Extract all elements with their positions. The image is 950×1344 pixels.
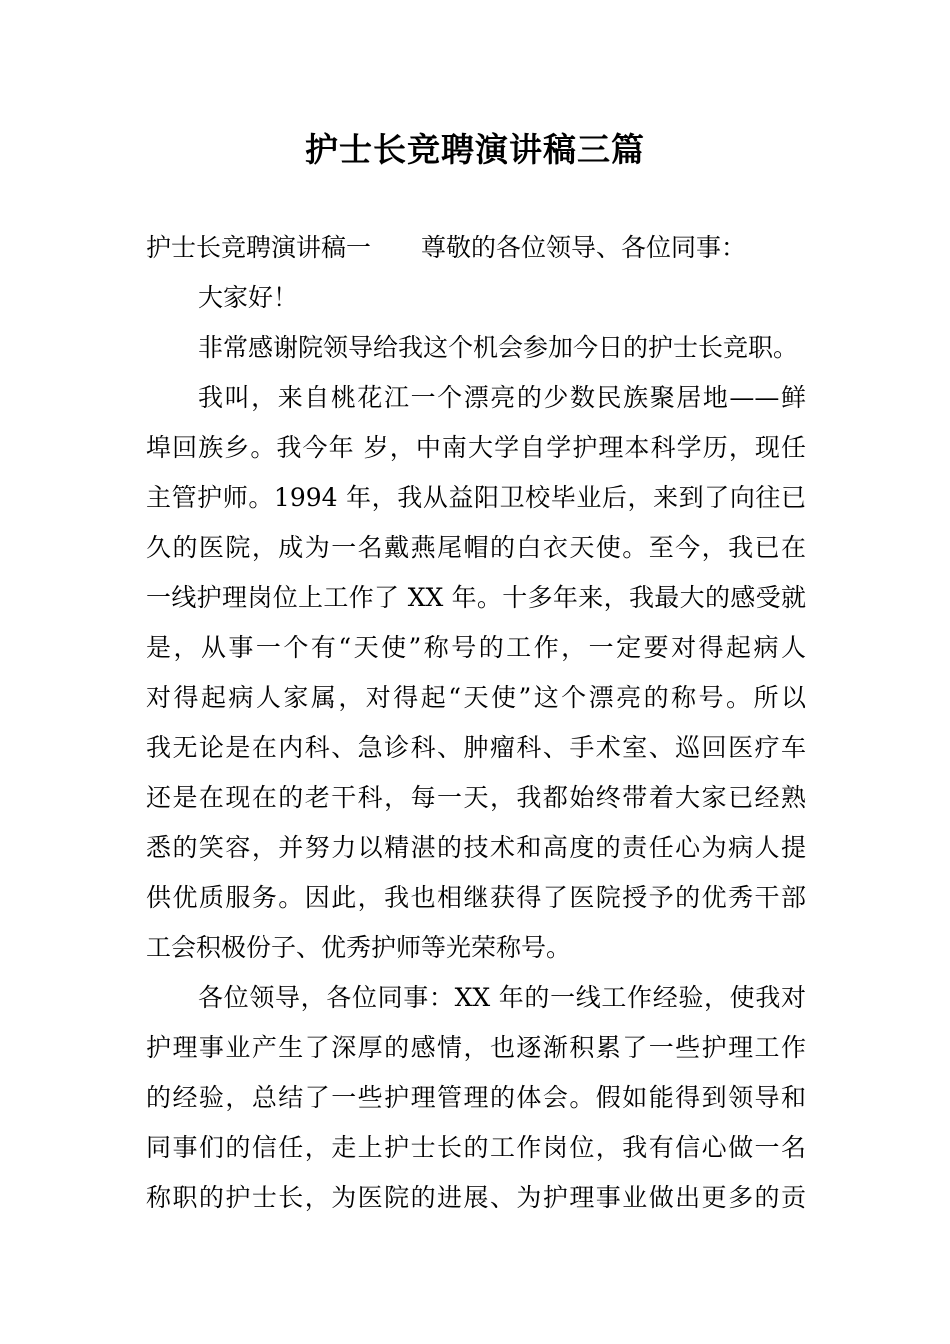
paragraph-line: 的经验，总结了一些护理管理的体会。假如能得到领导和 (146, 1083, 806, 1112)
paragraph-line: 工会积极份子、优秀护师等光荣称号。 (146, 933, 572, 962)
speech-heading-title: 护士长竞聘演讲稿一 (146, 233, 372, 262)
paragraph-line: 非常感谢院领导给我这个机会参加今日的护士长竞职。 (198, 333, 799, 362)
document-body (146, 223, 806, 1223)
paragraph-line: 是，从事一个有“天使”称号的工作，一定要对得起病人 (146, 633, 806, 662)
paragraph-line: 各位领导，各位同事：XX 年的一线工作经验，使我对 (198, 983, 806, 1012)
paragraph-line: 大家好！ (198, 283, 299, 312)
paragraph-line: 我叫，来自桃花江一个漂亮的少数民族聚居地——鲜 (198, 383, 806, 412)
paragraph-line: 供优质服务。因此，我也相继获得了医院授予的优秀干部 (146, 883, 806, 912)
paragraph-line: 对得起病人家属，对得起“天使”这个漂亮的称号。所以 (146, 683, 806, 712)
paragraph-line: 主管护师。1994 年，我从益阳卫校毕业后，来到了向往已 (146, 483, 806, 512)
paragraph-line: 一线护理岗位上工作了 XX 年。十多年来，我最大的感受就 (146, 583, 806, 612)
speech-heading-line (146, 223, 806, 273)
paragraph-line: 我无论是在内科、急诊科、肿瘤科、手术室、巡回医疗车 (146, 733, 806, 762)
paragraph-line: 久的医院，成为一名戴燕尾帽的白衣天使。至今，我已在 (146, 533, 806, 562)
paragraph-line: 称职的护士长，为医院的进展、为护理事业做出更多的贡 (146, 1183, 806, 1212)
page-title: 护士长竞聘演讲稿三篇 (305, 130, 645, 169)
paragraph-line: 同事们的信任，走上护士长的工作岗位，我有信心做一名 (146, 1133, 806, 1162)
paragraph-line: 悉的笑容，并努力以精湛的技术和高度的责任心为病人提 (146, 833, 806, 862)
paragraph-line: 还是在现在的老干科，每一天，我都始终带着大家已经熟 (146, 783, 806, 812)
paragraph-line: 埠回族乡。我今年 岁，中南大学自学护理本科学历，现任 (146, 433, 806, 462)
paragraph-line: 护理事业产生了深厚的感情，也逐渐积累了一些护理工作 (146, 1033, 806, 1062)
speech-salutation: 尊敬的各位领导、各位同事： (421, 233, 747, 262)
